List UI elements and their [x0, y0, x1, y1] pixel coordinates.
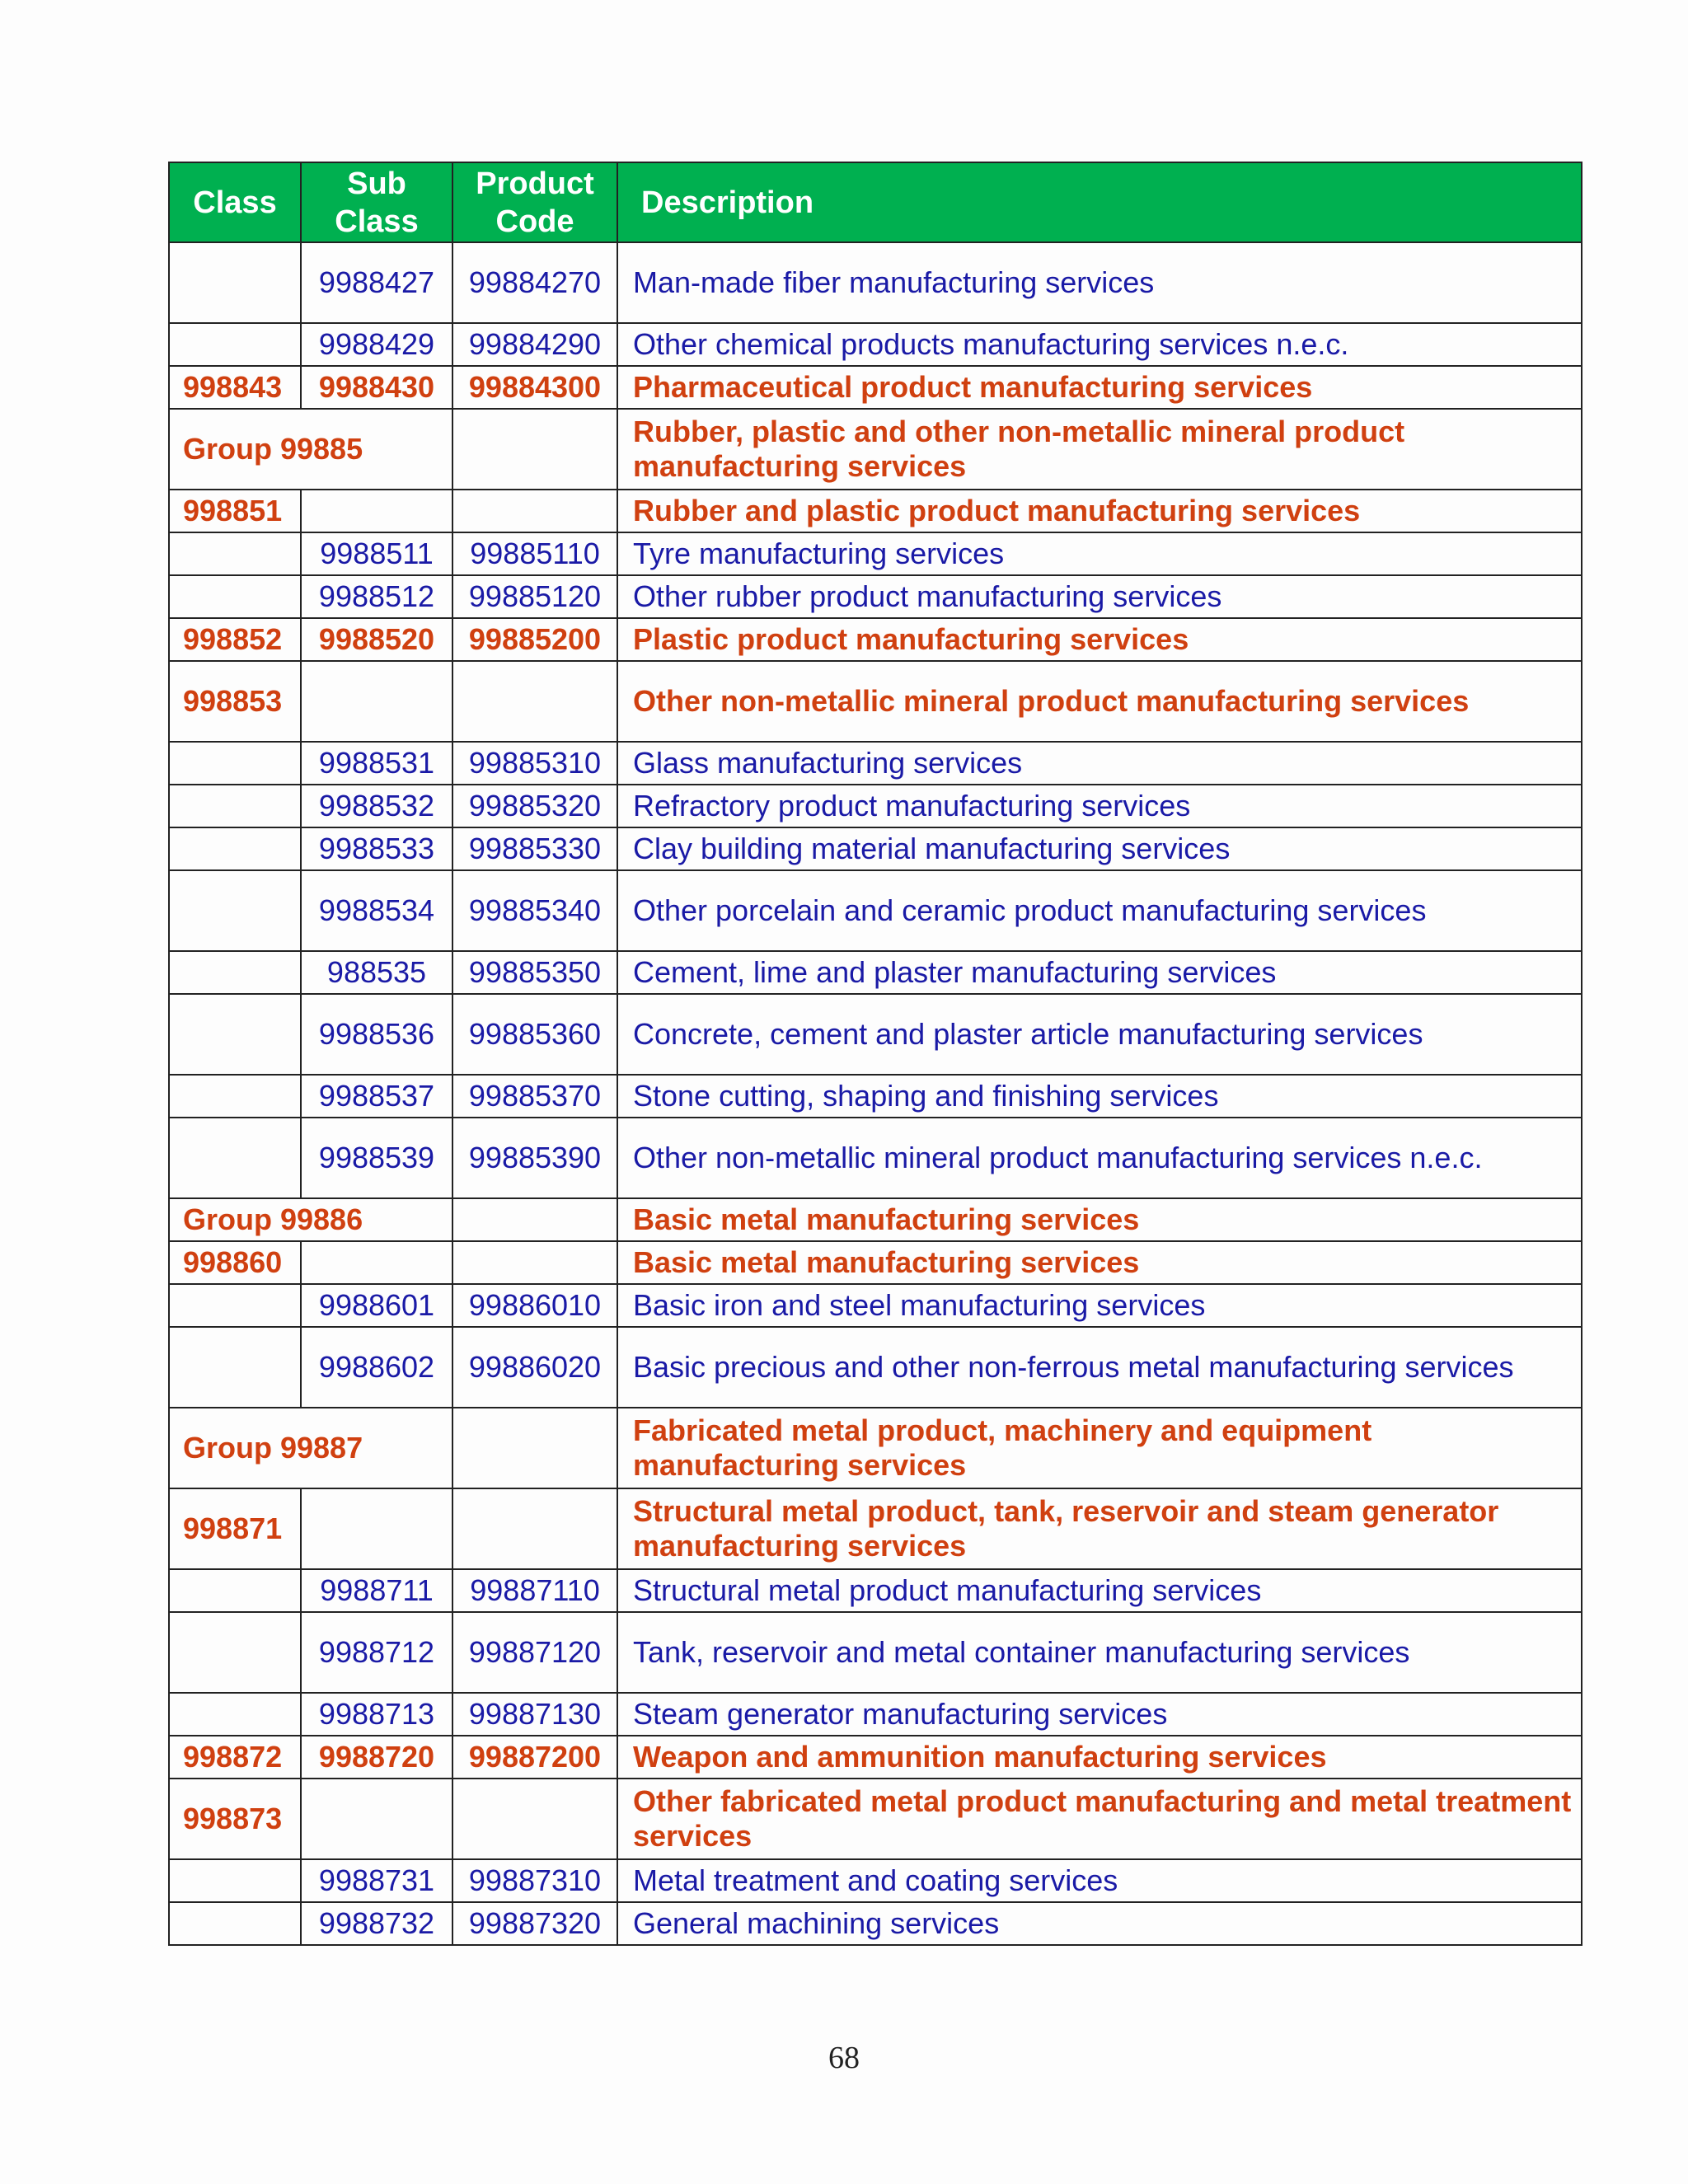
class-cell: 998871	[169, 1488, 301, 1569]
subclass-cell: 9988512	[301, 575, 452, 618]
table-heading-row	[169, 366, 1582, 409]
subclass-cell: 9988430	[301, 366, 452, 409]
product-code-cell: 99885360	[452, 994, 617, 1075]
table-row	[169, 532, 1582, 575]
description-cell: Basic precious and other non-ferrous metal manufacturing services	[617, 1327, 1582, 1408]
subclass-cell: 9988711	[301, 1569, 452, 1612]
product-code-cell	[452, 409, 617, 490]
class-cell	[169, 1075, 301, 1118]
product-code-cell	[452, 1488, 617, 1569]
subclass-cell: 9988537	[301, 1075, 452, 1118]
class-cell	[169, 323, 301, 366]
table-row	[169, 1284, 1582, 1327]
subclass-cell: 9988520	[301, 618, 452, 661]
service-code-table	[168, 162, 1582, 1946]
table-body	[169, 242, 1582, 1945]
subclass-cell	[301, 1241, 452, 1284]
class-cell	[169, 1859, 301, 1902]
class-cell: 998851	[169, 490, 301, 532]
description-cell: Steam generator manufacturing services	[617, 1693, 1582, 1736]
product-code-cell: 99885340	[452, 870, 617, 951]
subclass-cell: 9988531	[301, 742, 452, 785]
header-class: Class	[169, 162, 301, 242]
subclass-cell: 9988713	[301, 1693, 452, 1736]
description-cell: Stone cutting, shaping and finishing services	[617, 1075, 1582, 1118]
table-heading-row	[169, 1241, 1582, 1284]
table-heading-row	[169, 1408, 1582, 1488]
description-cell: Man-made fiber manufacturing services	[617, 242, 1582, 323]
description-cell: Other chemical products manufacturing services n.e.c.	[617, 323, 1582, 366]
product-code-cell: 99885390	[452, 1118, 617, 1198]
table-row	[169, 1693, 1582, 1736]
class-cell: 998873	[169, 1779, 301, 1859]
table-row	[169, 785, 1582, 827]
header-subclass: Sub Class	[301, 162, 452, 242]
class-cell: 998853	[169, 661, 301, 742]
product-code-cell: 99885110	[452, 532, 617, 575]
subclass-cell: 9988536	[301, 994, 452, 1075]
product-code-cell: 99885370	[452, 1075, 617, 1118]
description-cell: Clay building material manufacturing services	[617, 827, 1582, 870]
table-row	[169, 242, 1582, 323]
class-cell: 998860	[169, 1241, 301, 1284]
subclass-cell: 9988720	[301, 1736, 452, 1779]
table-row	[169, 323, 1582, 366]
description-cell: Plastic product manufacturing services	[617, 618, 1582, 661]
product-code-cell: 99887320	[452, 1902, 617, 1945]
table-row	[169, 742, 1582, 785]
class-cell: Group 99885	[169, 409, 452, 490]
subclass-cell: 9988732	[301, 1902, 452, 1945]
description-cell: Rubber, plastic and other non-metallic mineral product manufacturing services	[617, 409, 1582, 490]
subclass-cell: 9988511	[301, 532, 452, 575]
product-code-cell: 99887200	[452, 1736, 617, 1779]
table-row	[169, 1569, 1582, 1612]
table-row	[169, 1612, 1582, 1693]
subclass-cell: 9988712	[301, 1612, 452, 1693]
product-code-cell: 99887120	[452, 1612, 617, 1693]
table-row	[169, 1327, 1582, 1408]
product-code-cell	[452, 1408, 617, 1488]
product-code-cell	[452, 490, 617, 532]
class-cell: Group 99886	[169, 1198, 452, 1241]
description-cell: Other non-metallic mineral product manufacturing services	[617, 661, 1582, 742]
table-heading-row	[169, 1488, 1582, 1569]
description-cell: Other non-metallic mineral product manufacturing services n.e.c.	[617, 1118, 1582, 1198]
class-cell	[169, 1569, 301, 1612]
subclass-cell: 9988429	[301, 323, 452, 366]
class-cell	[169, 1693, 301, 1736]
product-code-cell: 99887310	[452, 1859, 617, 1902]
table-row	[169, 1075, 1582, 1118]
product-code-cell: 99884290	[452, 323, 617, 366]
class-cell	[169, 785, 301, 827]
class-cell	[169, 1118, 301, 1198]
table-row	[169, 870, 1582, 951]
class-cell: Group 99887	[169, 1408, 452, 1488]
table-row	[169, 575, 1582, 618]
product-code-cell: 99885330	[452, 827, 617, 870]
product-code-cell	[452, 1198, 617, 1241]
class-cell	[169, 870, 301, 951]
description-cell: Fabricated metal product, machinery and equipment manufacturing services	[617, 1408, 1582, 1488]
product-code-cell	[452, 1779, 617, 1859]
product-code-cell: 99887130	[452, 1693, 617, 1736]
product-code-cell: 99884270	[452, 242, 617, 323]
product-code-cell: 99885350	[452, 951, 617, 994]
product-code-cell: 99885200	[452, 618, 617, 661]
description-cell: Concrete, cement and plaster article manufacturing services	[617, 994, 1582, 1075]
class-cell	[169, 1612, 301, 1693]
table-row	[169, 994, 1582, 1075]
product-code-cell: 99884300	[452, 366, 617, 409]
class-cell	[169, 1284, 301, 1327]
description-cell: Other rubber product manufacturing services	[617, 575, 1582, 618]
class-cell	[169, 575, 301, 618]
class-cell	[169, 827, 301, 870]
product-code-cell: 99885120	[452, 575, 617, 618]
product-code-cell: 99885320	[452, 785, 617, 827]
product-code-cell: 99886010	[452, 1284, 617, 1327]
table-heading-row	[169, 1736, 1582, 1779]
description-cell: Basic metal manufacturing services	[617, 1198, 1582, 1241]
subclass-cell: 9988539	[301, 1118, 452, 1198]
table-heading-row	[169, 1779, 1582, 1859]
description-cell: Glass manufacturing services	[617, 742, 1582, 785]
page-number: 68	[828, 2041, 860, 2075]
subclass-cell: 9988532	[301, 785, 452, 827]
table-heading-row	[169, 1198, 1582, 1241]
description-cell: Pharmaceutical product manufacturing services	[617, 366, 1582, 409]
table-heading-row	[169, 618, 1582, 661]
description-cell: Metal treatment and coating services	[617, 1859, 1582, 1902]
table-row	[169, 1118, 1582, 1198]
table-row	[169, 1902, 1582, 1945]
description-cell: General machining services	[617, 1902, 1582, 1945]
subclass-cell	[301, 490, 452, 532]
subclass-cell: 9988427	[301, 242, 452, 323]
description-cell: Structural metal product, tank, reservoir and steam generator manufacturing services	[617, 1488, 1582, 1569]
table-row	[169, 827, 1582, 870]
description-cell: Tank, reservoir and metal container manufacturing services	[617, 1612, 1582, 1693]
class-cell	[169, 1327, 301, 1408]
class-cell	[169, 242, 301, 323]
description-cell: Other porcelain and ceramic product manufacturing services	[617, 870, 1582, 951]
product-code-cell	[452, 1241, 617, 1284]
table-heading-row	[169, 409, 1582, 490]
product-code-cell: 99886020	[452, 1327, 617, 1408]
description-cell: Weapon and ammunition manufacturing services	[617, 1736, 1582, 1779]
class-cell	[169, 742, 301, 785]
class-cell	[169, 532, 301, 575]
description-cell: Structural metal product manufacturing services	[617, 1569, 1582, 1612]
class-cell	[169, 994, 301, 1075]
subclass-cell	[301, 1779, 452, 1859]
class-cell: 998872	[169, 1736, 301, 1779]
class-cell: 998852	[169, 618, 301, 661]
description-cell: Refractory product manufacturing services	[617, 785, 1582, 827]
header-product-code: Product Code	[452, 162, 617, 242]
product-code-cell	[452, 661, 617, 742]
subclass-cell: 9988731	[301, 1859, 452, 1902]
description-cell: Cement, lime and plaster manufacturing services	[617, 951, 1582, 994]
subclass-cell: 9988602	[301, 1327, 452, 1408]
subclass-cell: 9988534	[301, 870, 452, 951]
product-code-cell: 99887110	[452, 1569, 617, 1612]
description-cell: Tyre manufacturing services	[617, 532, 1582, 575]
description-cell: Other fabricated metal product manufacturing and metal treatment services	[617, 1779, 1582, 1859]
description-cell: Basic metal manufacturing services	[617, 1241, 1582, 1284]
table-heading-row	[169, 661, 1582, 742]
subclass-cell	[301, 661, 452, 742]
table-row	[169, 951, 1582, 994]
class-cell	[169, 1902, 301, 1945]
table-header	[169, 162, 1582, 242]
table-row	[169, 1859, 1582, 1902]
description-cell: Basic iron and steel manufacturing services	[617, 1284, 1582, 1327]
subclass-cell: 9988533	[301, 827, 452, 870]
product-code-cell: 99885310	[452, 742, 617, 785]
subclass-cell: 988535	[301, 951, 452, 994]
table-heading-row	[169, 490, 1582, 532]
class-cell: 998843	[169, 366, 301, 409]
description-cell: Rubber and plastic product manufacturing services	[617, 490, 1582, 532]
header-description: Description	[617, 162, 1582, 242]
subclass-cell: 9988601	[301, 1284, 452, 1327]
class-cell	[169, 951, 301, 994]
subclass-cell	[301, 1488, 452, 1569]
